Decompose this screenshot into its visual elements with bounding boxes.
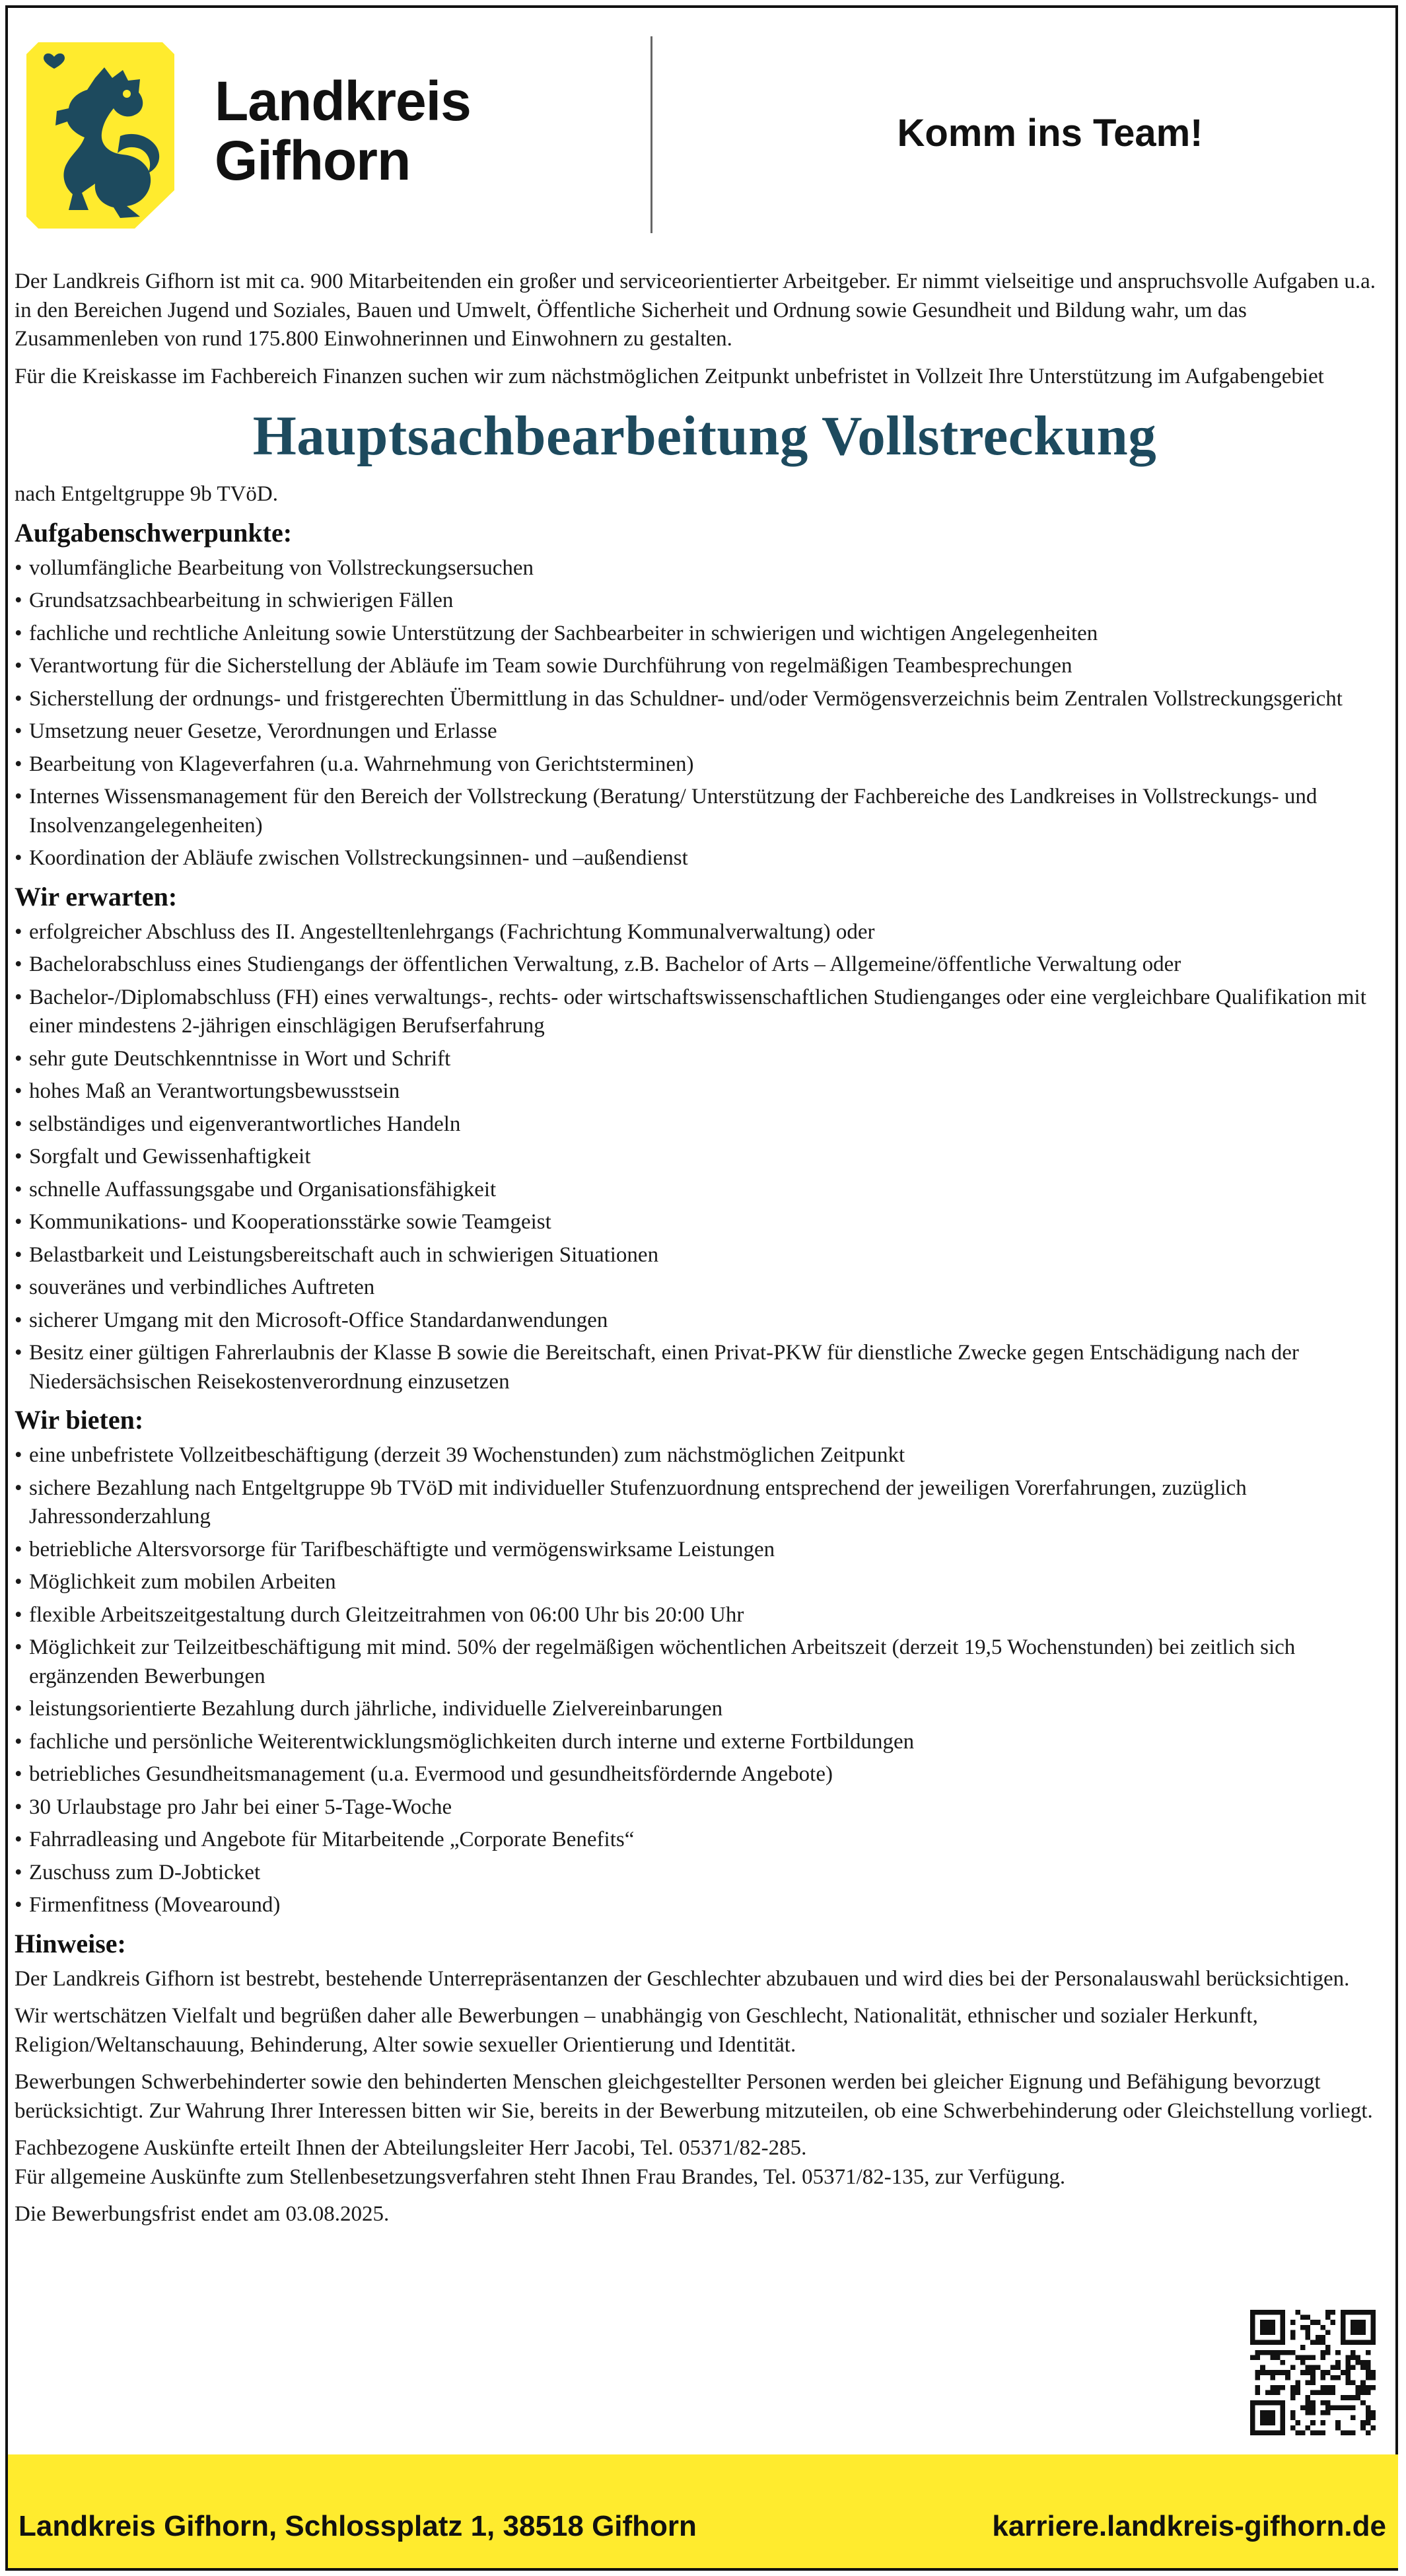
bullet-icon: •	[15, 1602, 22, 1627]
list-item	[15, 620, 1395, 649]
list-item	[15, 783, 1395, 840]
bullet-icon: •	[15, 1729, 22, 1754]
list-item-text: Zuschuss zum D-Jobticket	[29, 1860, 261, 1884]
bullet-icon: •	[15, 719, 22, 743]
list-item-text: Kommunikations- und Kooperationsstärke sowie Teamgeist	[29, 1210, 551, 1234]
list-item-text: eine unbefristete Vollzeitbeschäftigung (derzeit 39 Wochenstunden) zum nächstmöglichen Zeitpunkt	[29, 1443, 905, 1467]
list-item-text: leistungsorientierte Bezahlung durch jährliche, individuelle Zielvereinbarungen	[29, 1697, 723, 1721]
bullet-icon: •	[15, 1112, 22, 1136]
list-item-text: sichere Bezahlung nach Entgeltgruppe 9b TVöD mit individueller Stufenzuordnung entsprechend der jeweiligen Vorerfahrungen, zuzüglich Jahressonderzahlung	[29, 1476, 1247, 1528]
list-item	[15, 587, 1395, 616]
bullet-icon: •	[15, 686, 22, 711]
list-item	[15, 1208, 1395, 1237]
list-item-text: Bachelorabschluss eines Studiengangs der öffentlichen Verwaltung, z.B. Bachelor of Arts – Allgemeine/öffentliche Verwaltung oder	[29, 952, 1181, 976]
list-item-text: selbständiges und eigenverantwortliches Handeln	[29, 1112, 461, 1136]
bullet-icon: •	[15, 1145, 22, 1168]
list-item	[15, 1045, 1395, 1074]
list-item-text: Sorgfalt und Gewissenhaftigkeit	[29, 1145, 311, 1168]
bullet-icon: •	[15, 1210, 22, 1234]
bullet-icon: •	[15, 1635, 22, 1659]
bullet-icon: •	[15, 1697, 22, 1721]
list-item	[15, 1241, 1395, 1270]
list-item-text: hohes Maß an Verantwortungsbewusstsein	[29, 1079, 400, 1103]
bullet-icon: •	[15, 1079, 22, 1103]
list-item-text: fachliche und persönliche Weiterentwicklungsmöglichkeiten durch interne und externe Fortbildungen	[29, 1729, 915, 1754]
offer-heading: Wir bieten:	[15, 1405, 144, 1435]
list-item	[15, 1143, 1395, 1172]
logo-line-1: Landkreis	[215, 70, 471, 132]
job-title: Hauptsachbearbeitung Vollstreckung	[252, 405, 1157, 467]
tasks-heading: Aufgabenschwerpunkte:	[15, 517, 293, 548]
bullet-icon: •	[15, 1795, 22, 1819]
list-item	[15, 554, 1395, 583]
list-item-text: Verantwortung für die Sicherstellung der Abläufe im Team sowie Durchführung von regelmäßigen Teambesprechungen	[29, 654, 1072, 678]
application-deadline: Die Bewerbungsfrist endet am 03.08.2025.	[15, 2202, 390, 2226]
bullet-icon: •	[15, 1762, 22, 1786]
intro-paragraph-1: Der Landkreis Gifhorn ist mit ca. 900 Mitarbeitenden ein großer und serviceorientierter Arbeitgeber. Er nimmt vielseitige und anspruchsvolle Aufgaben u.a. in den Bereichen Jugend und Soziales, Bauen und Umwelt, Öffentliche Sicherheit und Ordnung sowie Gesundheit und Bildung wahr, um das Zusammenleben von rund 175.800 Einwohnerinnen und Einwohnern zu gestalten.	[15, 269, 1376, 351]
list-item	[15, 1077, 1395, 1106]
list-item-text: vollumfängliche Bearbeitung von Vollstreckungsersuchen	[29, 555, 534, 580]
list-item	[15, 918, 1395, 947]
list-item	[15, 1339, 1395, 1396]
list-item-text: Bearbeitung von Klageverfahren (u.a. Wahrnehmung von Gerichtsterminen)	[29, 752, 694, 776]
list-item	[15, 1536, 1395, 1565]
qr-code-icon[interactable]	[1250, 2310, 1376, 2435]
list-item-text: betriebliche Altersvorsorge für Tarifbeschäftigte und vermögenswirksame Leistungen	[29, 1537, 775, 1561]
list-item	[15, 844, 1395, 873]
expect-heading: Wir erwarten:	[15, 881, 178, 912]
list-item-text: 30 Urlaubstage pro Jahr bei einer 5-Tage-Woche	[29, 1795, 452, 1819]
notes-paragraph-2: Wir wertschätzen Vielfalt und begrüßen daher alle Bewerbungen – unabhängig von Geschlecht, Nationalität, ethnischer und sozialer Herkunft, Religion/Weltanschauung, Behinderung, Alter sowie sexueller Orientierung und Identität.	[15, 2004, 1258, 2057]
list-item-text: Besitz einer gültigen Fahrerlaubnis der Klasse B sowie die Bereitschaft, einen Privat-PKW für dienstliche Zwecke gegen Entschädigung nach der Niedersächsischen Reisekostenverordnung einzusetzen	[29, 1341, 1299, 1394]
list-item-text: schnelle Auffassungsgabe und Organisationsfähigkeit	[29, 1177, 497, 1201]
list-item	[15, 1110, 1395, 1139]
logo-wordmark	[215, 71, 471, 190]
bullet-icon: •	[15, 654, 22, 678]
bullet-icon: •	[15, 785, 22, 808]
bullet-icon: •	[15, 555, 22, 580]
pay-grade: nach Entgeltgruppe 9b TVöD.	[15, 482, 278, 506]
bullet-icon: •	[15, 1860, 22, 1884]
tagline: Komm ins Team!	[897, 112, 1203, 155]
list-item-text: Sicherstellung der ordnungs- und fristgerechten Übermittlung in das Schuldner- und/oder Vermögensverzeichnis beim Zentralen Vollstreckungsgericht	[29, 686, 1343, 711]
list-item	[15, 1793, 1395, 1822]
bullet-icon: •	[15, 1177, 22, 1201]
list-item-text: Möglichkeit zum mobilen Arbeiten	[29, 1570, 336, 1594]
list-item-text: Firmenfitness (Movearound)	[29, 1893, 281, 1917]
bullet-icon: •	[15, 1537, 22, 1561]
footer-address: Landkreis Gifhorn, Schlossplatz 1, 38518 Gifhorn	[18, 2510, 697, 2542]
bullet-icon: •	[15, 1570, 22, 1594]
list-item	[15, 984, 1395, 1041]
bullet-icon: •	[15, 919, 22, 944]
list-item-text: Bachelor-/Diplomabschluss (FH) eines verwaltungs-, rechts- oder wirtschaftswissenschaftlichen Studienganges oder eine vergleichbare Qualifikation mit einer mindestens 2-jährigen einschlägigen Berufserfahrung	[29, 985, 1366, 1038]
list-item	[15, 685, 1395, 714]
list-item	[15, 1826, 1395, 1855]
list-item-text: erfolgreicher Abschluss des II. Angestelltenlehrgangs (Fachrichtung Kommunalverwaltung) oder	[29, 919, 875, 944]
list-item-text: Möglichkeit zur Teilzeitbeschäftigung mit mind. 50% der regelmäßigen wöchentlichen Arbeitszeit (derzeit 19,5 Wochenstunden) bei zeitlich sich ergänzenden Bewerbungen	[29, 1635, 1296, 1688]
bullet-icon: •	[15, 846, 22, 870]
header-divider	[650, 36, 652, 233]
list-item	[15, 950, 1395, 980]
list-item	[15, 1891, 1395, 1920]
notes-paragraph-1: Der Landkreis Gifhorn ist bestrebt, bestehende Unterrepräsentanzen der Geschlechter abzubauen und wird dies bei der Personalauswahl berücksichtigen.	[15, 1966, 1350, 1991]
footer-website-link[interactable]: karriere.landkreis-gifhorn.de	[992, 2510, 1386, 2542]
bullet-icon: •	[15, 1443, 22, 1467]
intro-paragraph-2: Für die Kreiskasse im Fachbereich Finanzen suchen wir zum nächstmöglichen Zeitpunkt unbefristet in Vollzeit Ihre Unterstützung im Aufgabengebiet	[15, 364, 1324, 388]
list-item-text: betriebliches Gesundheitsmanagement (u.a. Evermood und gesundheitsfördernde Angebote)	[29, 1762, 833, 1786]
list-item-text: Fahrradleasing und Angebote für Mitarbeitende „Corporate Benefits“	[29, 1828, 635, 1851]
list-item	[15, 1273, 1395, 1303]
list-item	[15, 750, 1395, 779]
list-item-text: Koordination der Abläufe zwischen Vollstreckungsinnen- und –außendienst	[29, 846, 688, 870]
bullet-icon: •	[15, 1275, 22, 1299]
bullet-icon: •	[15, 1893, 22, 1917]
list-item	[15, 1176, 1395, 1205]
footer	[8, 2454, 1398, 2568]
contact-info	[15, 2134, 1395, 2192]
list-item-text: Grundsatzsachbearbeitung in schwierigen Fällen	[29, 589, 454, 612]
bullet-icon: •	[15, 1341, 22, 1365]
list-item	[15, 1859, 1395, 1888]
list-item-text: Belastbarkeit und Leistungsbereitschaft auch in schwierigen Situationen	[29, 1242, 659, 1267]
contact-line-2: Für allgemeine Auskünfte zum Stellenbesetzungsverfahren steht Ihnen Frau Brandes, Tel. 05371/82-135, zur Verfügung.	[15, 2165, 1066, 2189]
notes-paragraph-3: Bewerbungen Schwerbehinderter sowie den behinderten Menschen gleichgestellter Personen werden bei gleicher Eignung und Befähigung bevorzugt berücksichtigt. Zur Wahrung Ihrer Interessen bitten wir Sie, bereits in der Bewerbung mitzuteilen, ob eine Schwerbehinderung oder Gleichstellung vorliegt.	[15, 2070, 1373, 2123]
bullet-icon: •	[15, 621, 22, 645]
list-item	[15, 1760, 1395, 1789]
bullet-icon: •	[15, 752, 22, 776]
bullet-icon: •	[15, 589, 22, 612]
list-item-text: Internes Wissensmanagement für den Bereich der Vollstreckung (Beratung/ Unterstützung der Fachbereiche des Landkreises in Vollstreckungs- und Insolvenzangelegenheiten)	[29, 785, 1318, 838]
bullet-icon: •	[15, 952, 22, 976]
bullet-icon: •	[15, 1476, 22, 1500]
list-item-text: fachliche und rechtliche Anleitung sowie Unterstützung der Sachbearbeiter in schwierigen und wichtigen Angelegenheiten	[29, 621, 1098, 645]
list-item	[15, 1728, 1395, 1757]
list-item	[15, 1474, 1395, 1532]
tasks-list	[15, 554, 1395, 873]
bullet-icon: •	[15, 1308, 22, 1332]
list-item	[15, 717, 1395, 746]
header	[0, 0, 1406, 244]
list-item	[15, 1568, 1395, 1597]
list-item-text: flexible Arbeitszeitgestaltung durch Gleitzeitrahmen von 06:00 Uhr bis 20:00 Uhr	[29, 1602, 744, 1627]
offer-list	[15, 1441, 1395, 1920]
bullet-icon: •	[15, 1828, 22, 1851]
contact-line-1: Fachbezogene Auskünfte erteilt Ihnen der Abteilungsleiter Herr Jacobi, Tel. 05371/82-285.	[15, 2136, 807, 2160]
list-item	[15, 652, 1395, 681]
logo-line-2: Gifhorn	[215, 129, 411, 192]
list-item	[15, 1441, 1395, 1470]
list-item	[15, 1306, 1395, 1336]
job-posting-content	[15, 268, 1395, 2238]
list-item-text: Umsetzung neuer Gesetze, Verordnungen und Erlasse	[29, 719, 497, 743]
list-item	[15, 1601, 1395, 1630]
notes-heading: Hinweise:	[15, 1928, 126, 1958]
list-item-text: sicherer Umgang mit den Microsoft-Office Standardanwendungen	[29, 1308, 608, 1332]
lion-coat-of-arms-icon	[21, 37, 180, 233]
bullet-icon: •	[15, 1046, 22, 1071]
list-item-text: souveränes und verbindliches Auftreten	[29, 1275, 375, 1299]
expect-list	[15, 918, 1395, 1397]
list-item	[15, 1633, 1395, 1691]
list-item	[15, 1695, 1395, 1724]
bullet-icon: •	[15, 1242, 22, 1267]
bullet-icon: •	[15, 985, 22, 1009]
list-item-text: sehr gute Deutschkenntnisse in Wort und Schrift	[29, 1046, 451, 1071]
